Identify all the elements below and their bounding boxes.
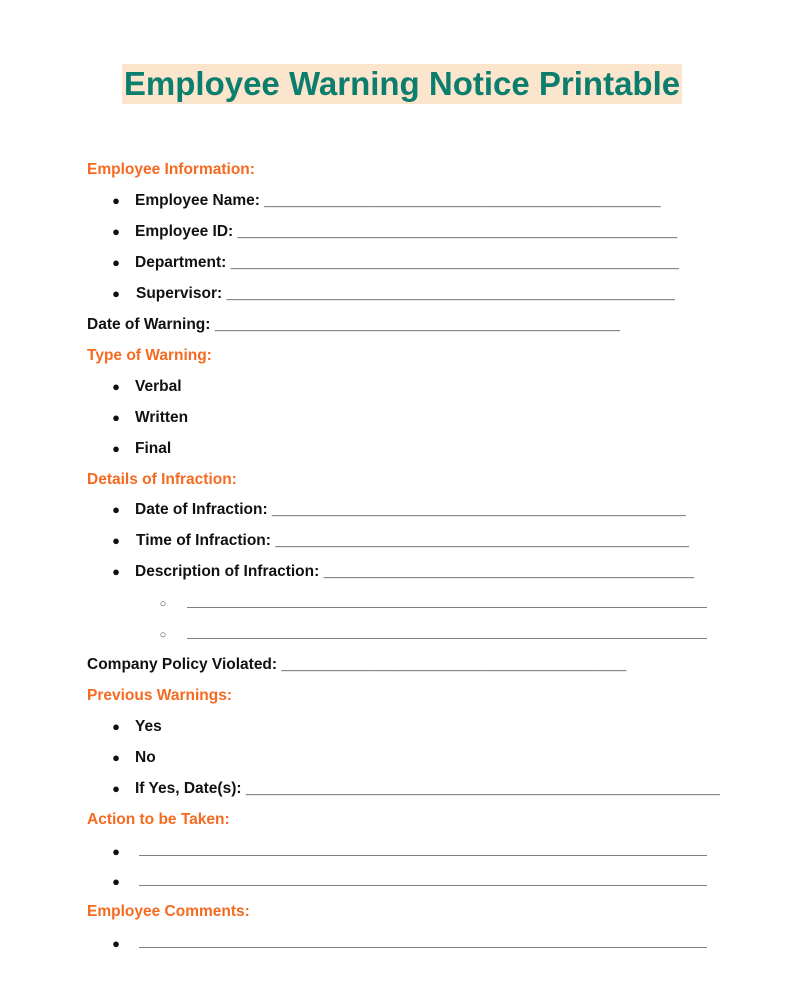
section-heading-type-of-warning: Type of Warning:	[87, 347, 212, 364]
page-title: Employee Warning Notice Printable	[123, 65, 681, 102]
bullet-icon: ●	[112, 255, 120, 270]
hollow-bullet-icon: ○	[159, 598, 167, 610]
option-no[interactable]	[0, 747, 804, 769]
bullet-icon: ●	[112, 379, 120, 394]
bullet-icon: ●	[112, 750, 120, 765]
bullet-icon: ●	[112, 719, 120, 734]
field-label: If Yes, Date(s): _______________________________________________________	[135, 780, 720, 797]
section-heading-action-to-be-taken: Action to be Taken:	[87, 811, 230, 828]
field-department[interactable]	[0, 252, 804, 274]
option-label: Yes	[135, 718, 162, 735]
field-label: Time of Infraction: ________________________________________________	[136, 532, 689, 549]
bullet-icon: ●	[112, 410, 120, 425]
field-date-of-warning[interactable]: Date of Warning: _______________________________________________	[87, 316, 620, 333]
blank-line[interactable]	[139, 947, 707, 948]
field-company-policy-violated[interactable]: Company Policy Violated: ________________________________________	[87, 656, 627, 673]
bullet-icon: ●	[112, 564, 120, 579]
field-label: Employee Name: ______________________________________________	[135, 192, 661, 209]
option-verbal[interactable]	[0, 376, 804, 398]
field-label: Description of Infraction: ___________________________________________	[135, 563, 695, 580]
title-wrap	[0, 64, 804, 104]
field-employee-name[interactable]	[0, 190, 804, 212]
bullet-icon: ●	[112, 193, 120, 208]
field-time-of-infraction[interactable]	[0, 530, 804, 552]
option-label: No	[135, 749, 156, 766]
bullet-icon: ●	[112, 502, 120, 517]
section-heading-employee-information: Employee Information:	[87, 161, 255, 178]
action-line-2[interactable]	[0, 871, 804, 893]
blank-line[interactable]	[139, 885, 707, 886]
blank-line[interactable]	[187, 607, 707, 608]
option-label: Written	[135, 409, 189, 426]
option-label: Final	[135, 440, 172, 457]
blank-line[interactable]	[187, 638, 707, 639]
bullet-icon: ●	[112, 936, 120, 951]
option-written[interactable]	[0, 407, 804, 429]
bullet-icon: ●	[112, 844, 120, 859]
bullet-icon: ●	[112, 874, 120, 889]
hollow-bullet-icon: ○	[159, 629, 167, 641]
field-label: Supervisor: ____________________________________________________	[136, 285, 675, 302]
section-heading-previous-warnings: Previous Warnings:	[87, 687, 232, 704]
bullet-icon: ●	[112, 781, 120, 796]
bullet-icon: ●	[112, 533, 120, 548]
field-description-of-infraction[interactable]	[0, 561, 804, 583]
field-employee-id[interactable]	[0, 221, 804, 243]
blank-line[interactable]	[139, 855, 707, 856]
option-yes[interactable]	[0, 716, 804, 738]
bullet-icon: ●	[112, 441, 120, 456]
option-final[interactable]	[0, 438, 804, 460]
description-line-2[interactable]	[0, 624, 804, 646]
action-line-1[interactable]	[0, 841, 804, 863]
comments-line-1[interactable]	[0, 933, 804, 955]
field-date-of-infraction[interactable]	[0, 499, 804, 521]
bullet-icon: ●	[112, 286, 120, 301]
section-heading-details-of-infraction: Details of Infraction:	[87, 471, 237, 488]
section-heading-employee-comments: Employee Comments:	[87, 903, 250, 920]
description-line-1[interactable]	[0, 593, 804, 615]
field-label: Date of Infraction: ________________________________________________	[135, 501, 686, 518]
option-label: Verbal	[135, 378, 182, 395]
field-supervisor[interactable]	[0, 283, 804, 305]
field-previous-warning-dates[interactable]	[0, 778, 804, 800]
field-label: Employee ID: ___________________________________________________	[135, 223, 678, 240]
field-label: Department: ____________________________________________________	[135, 254, 679, 271]
bullet-icon: ●	[112, 224, 120, 239]
